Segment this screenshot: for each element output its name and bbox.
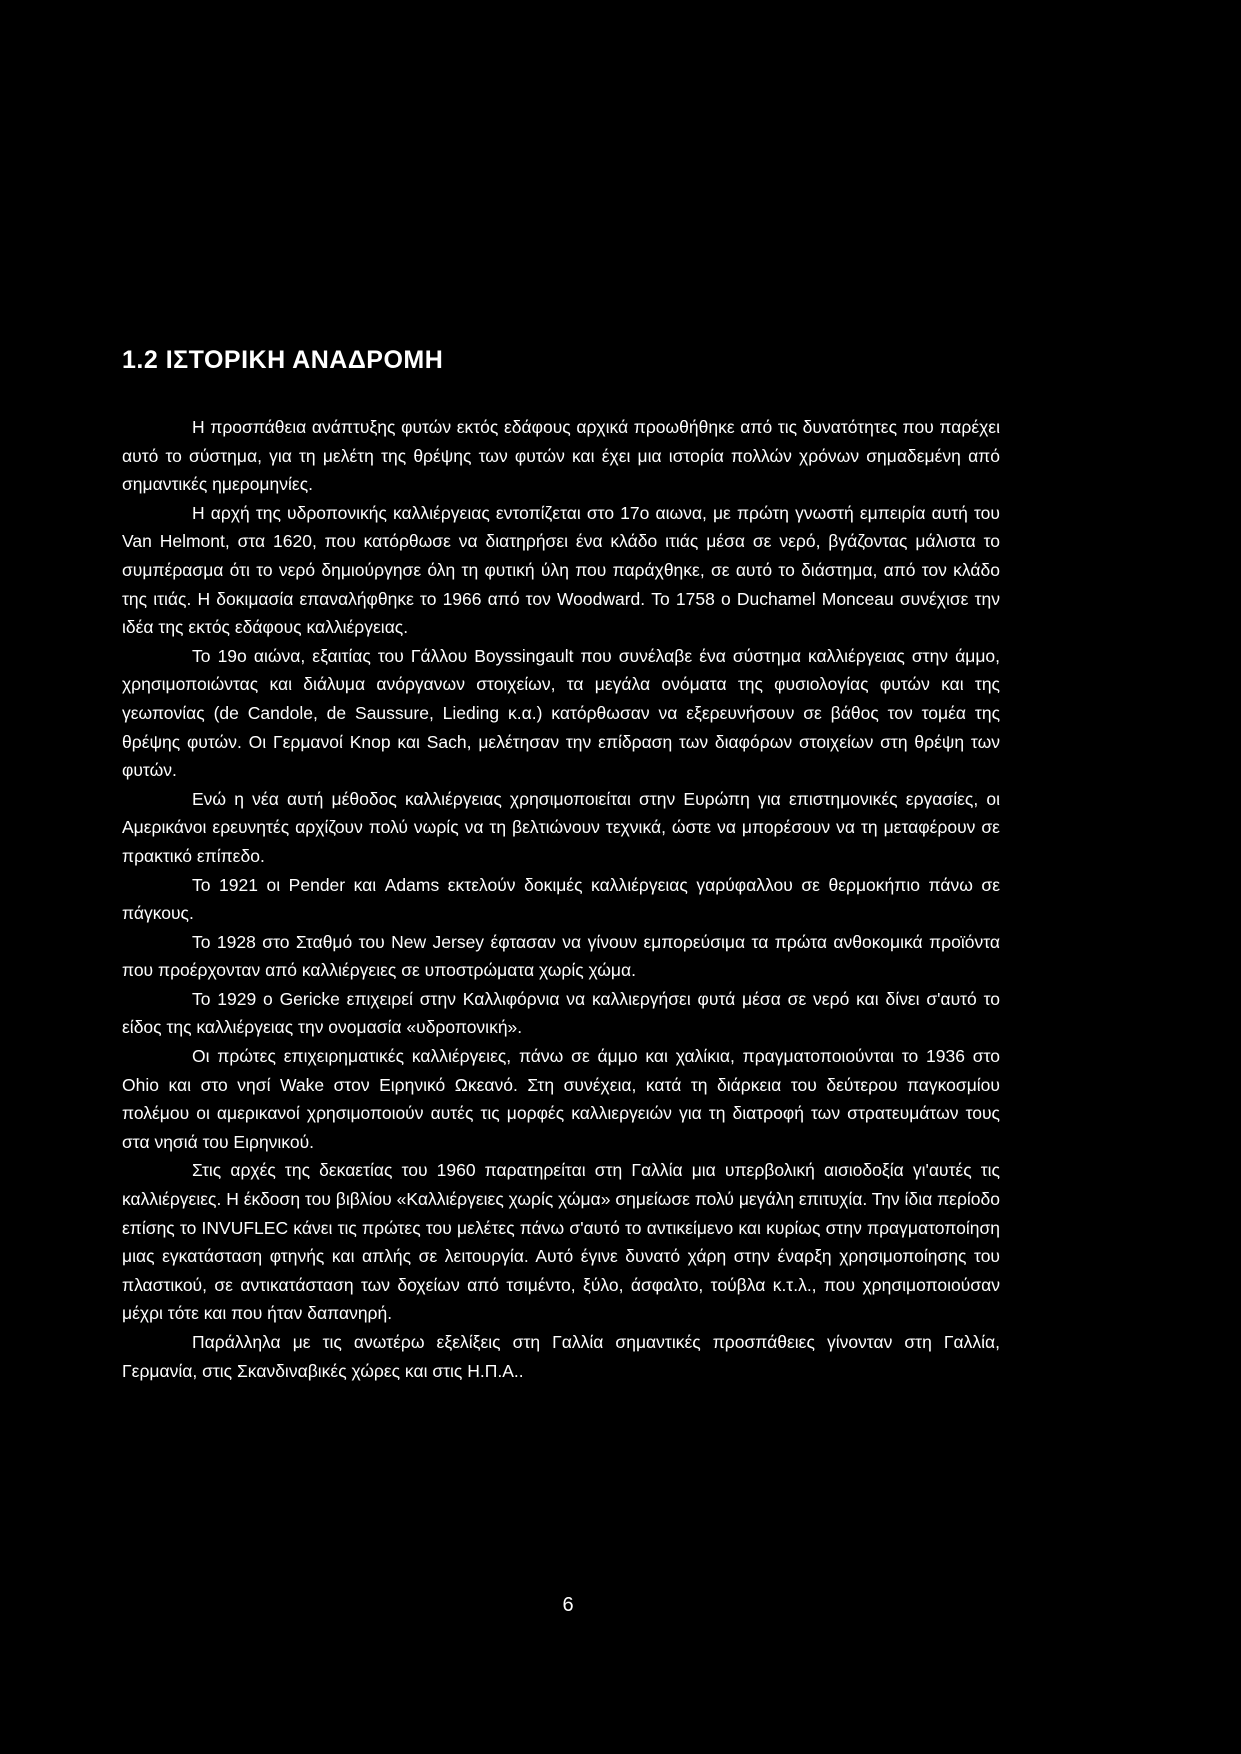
- paragraph: Το 1928 στο Σταθμό του New Jersey έφτασαν να γίνουν εμπορεύσιμα τα πρώτα ανθοκομικά προϊόντα που προέρχονταν από καλλιέργειες σε υποστρώματα χωρίς χώμα.: [122, 931, 1000, 981]
- paragraph: Η προσπάθεια ανάπτυξης φυτών εκτός εδάφους αρχικά προωθήθηκε από τις δυνατότητες που παρέχει αυτό το σύστημα, για τη μελέτη της θρέψης των φυτών και έχει μια ιστορία πολλών χρόνων σημαδεμένη από σημαντικές ημερομηνίες.: [122, 417, 1000, 495]
- paragraph: Στις αρχές της δεκαετίας του 1960 παρατηρείται στη Γαλλία μια υπερβολική αισιοδοξία γι'αυτές τις καλλιέργειες. Η έκδοση του βιβλίου «Καλλιέργειες χωρίς χώμα» σημείωσε πολύ μεγάλη επιτυχία. Την ίδια περίοδο επίσης το INVUFLEC κάνει τις πρώτες του μελέτες πάνω σ'αυτό το αντικείμενο και κυρίως στην πραγματοποίηση μιας εγκατάσταση φτηνής και απλής σε λειτουργία. Αυτό έγινε δυνατό χάρη στην έναρξη χρησιμοποίησης του πλαστικού, σε αντικατάσταση των δοχείων από τσιμέντο, ξύλο, άσφαλτο, τούβλα κ.τ.λ., που χρησιμοποιούσαν μέχρι τότε και που ήταν δαπανηρή.: [122, 1160, 1000, 1324]
- paragraph: Η αρχή της υδροπονικής καλλιέργειας εντοπίζεται στο 17ο αιωνα, με πρώτη γνωστή εμπειρία αυτή του Van Helmont, στα 1620, που κατόρθωσε να διατηρήσει ένα κλάδο ιτιάς μέσα σε νερό, βγάζοντας μάλιστα το συμπέρασμα ότι το νερό δημιούργησε όλη τη φυτική ύλη που παράχθηκε, σε αυτό το διάστημα, από τον κλάδο της ιτιάς. Η δοκιμασία επαναλήφθηκε το 1966 από τον Woodward. Το 1758 ο Duchamel Monceau συνέχισε την ιδέα της εκτός εδάφους καλλιέργειας.: [122, 502, 1000, 638]
- paragraph: Οι πρώτες επιχειρηματικές καλλιέργειες, πάνω σε άμμο και χαλίκια, πραγματοποιούνται το 1936 στο Ohio και στο νησί Wake στον Ειρηνικό Ωκεανό. Στη συνέχεια, κατά τη διάρκεια του δεύτερου παγκοσμίου πολέμου οι αμερικανοί χρησιμοποιούν αυτές τις μορφές καλλιεργειών για τη διατροφή των στρατευμάτων τους στα νησιά του Ειρηνικού.: [122, 1046, 1000, 1152]
- section-heading: 1.2 ΙΣΤΟΡΙΚΗ ΑΝΑΔΡΟΜΗ: [122, 346, 444, 374]
- paragraph: Παράλληλα με τις ανωτέρω εξελίξεις στη Γαλλία σημαντικές προσπάθειες γίνονταν στη Γαλλία, Γερμανία, στις Σκανδιναβικές χώρες και στις Η.Π.Α..: [122, 1332, 1000, 1381]
- page-content: [122, 345, 1000, 1385]
- paragraph: Το 19ο αιώνα, εξαιτίας του Γάλλου Boyssingault που συνέλαβε ένα σύστημα καλλιέργειας στην άμμο, χρησιμοποιώντας και διάλυμα ανόργανων στοιχείων, τα μεγάλα ονόματα της φυσιολογίας φυτών και της γεωπονίας (de Candole, de Saussure, Lieding κ.α.) κατόρθωσαν να εξερευνήσουν σε βάθος τον τομέα της θρέψης φυτών. Οι Γερμανοί Knop και Sach, μελέτησαν την επίδραση των διαφόρων στοιχείων στη θρέψη των φυτών.: [122, 645, 1000, 781]
- paragraph: Το 1921 οι Pender και Adams εκτελούν δοκιμές καλλιέργειας γαρύφαλλου σε θερμοκήπιο πάνω σε πάγκους.: [122, 874, 1000, 924]
- paragraph: Ενώ η νέα αυτή μέθοδος καλλιέργειας χρησιμοποιείται στην Ευρώπη για επιστημονικές εργασίες, οι Αμερικάνοι ερευνητές αρχίζουν πολύ νωρίς να τη βελτιώνουν τεχνικά, ώστε να μπορέσουν να τη μεταφέρουν σε πρακτικό επίπεδο.: [122, 788, 1000, 866]
- paragraph: Το 1929 ο Gericke επιχειρεί στην Καλλιφόρνια να καλλιεργήσει φυτά μέσα σε νερό και δίνει σ'αυτό το είδος της καλλιέργειας την ονομασία «υδροπονική».: [122, 988, 1000, 1038]
- page-number: 6: [562, 1594, 574, 1616]
